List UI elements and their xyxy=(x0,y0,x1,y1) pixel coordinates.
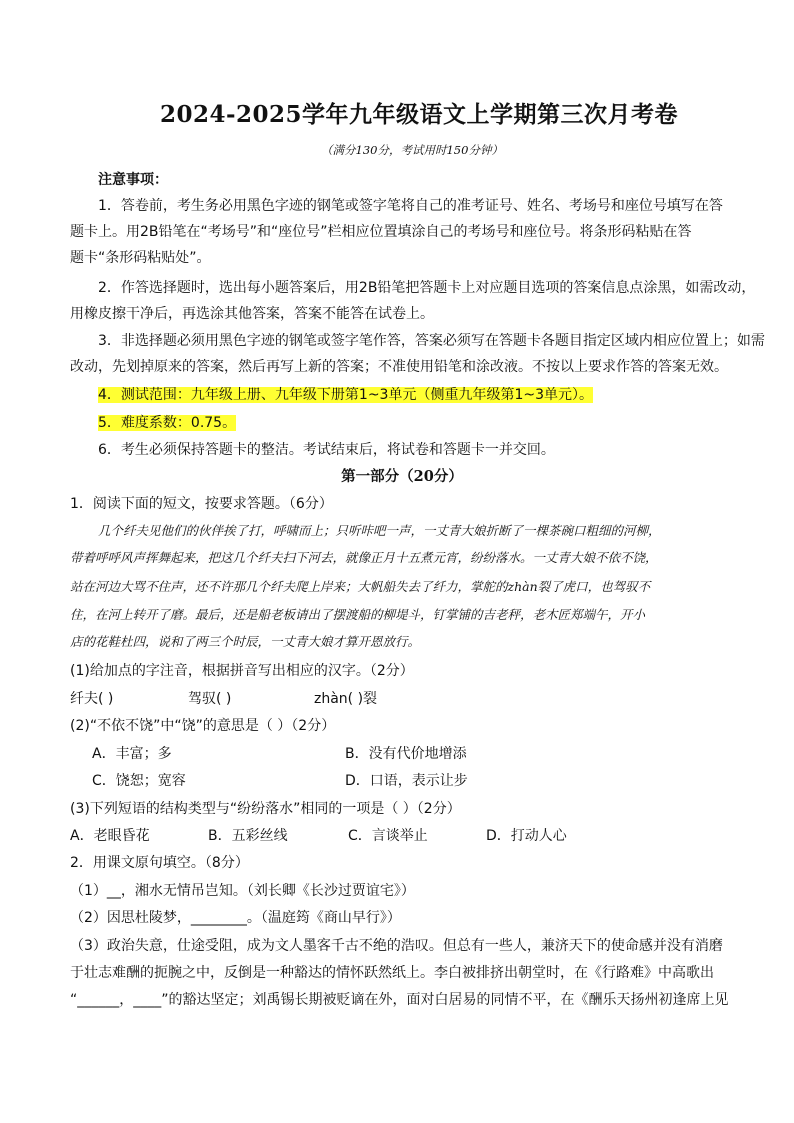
passage-line: 带着呼呼风声挥舞起来，把这几个纤夫扫下河去，就像正月十五煮元宵，纷纷落水。一丈青大娘不依不饶， xyxy=(70,550,658,565)
section-heading: 第一部分（20分） xyxy=(341,468,463,485)
option-b[interactable]: B．五彩丝线 xyxy=(208,828,288,844)
option-d[interactable]: D．打动人心 xyxy=(486,828,567,844)
notice-line: 3．非选择题必须用黑色字迹的钢笔或签字笔作答，答案必须写在答题卡各题目指定区域内相应位置上；如需 xyxy=(98,333,765,349)
fill-line: 于壮志难酬的扼腕之中，反倒是一种豁达的情怀跃然纸上。李白被排挤出朝堂时，在《行路难》中高歌出 xyxy=(70,965,714,981)
option-a[interactable]: A．老眼昏花 xyxy=(70,828,150,844)
pinyin-blanks xyxy=(70,689,730,709)
notice-line: 改动，先划掉原来的答案，然后再写上新的答案；不准使用铅笔和涂改液。不按以上要求作答的答案无效。 xyxy=(70,359,728,375)
question-stem: 2．用课文原句填空。（8分） xyxy=(70,855,249,871)
options-row xyxy=(70,826,730,846)
fill-line: （3）政治失意，仕途受阻，成为文人墨客千古不绝的浩叹。但总有一些人，兼济天下的使命感并没有消磨 xyxy=(70,938,723,954)
passage-line: 住，在河上转开了磨。最后，还是船老板请出了摆渡船的柳堤斗，钉掌铺的吉老秤，老木匠郑端午，开小 xyxy=(70,607,646,622)
passage-line: 店的花鞋杜四，说和了两三个时辰，一丈青大娘才算开恩放行。 xyxy=(70,634,421,649)
option-c[interactable]: C．饶恕；宽容 xyxy=(92,773,186,789)
fill-line: （2）因思杜陵梦，________。（温庭筠《商山早行》） xyxy=(70,910,401,926)
notice-line: 题卡“条形码粘贴处”。 xyxy=(70,250,211,266)
page-subtitle: （满分130分，考试用时150分钟） xyxy=(321,143,503,157)
notice-line: 6．考生必须保持答题卡的整洁。考试结束后，将试卷和答题卡一并交回。 xyxy=(98,442,555,458)
passage-line: 几个纤夫见他们的伙伴挨了打，呼啸而上；只听咔吧一声，一丈青大娘折断了一棵茶碗口粗细的河柳， xyxy=(98,523,661,538)
passage-line: 站在河边大骂不住声，还不许那几个纤夫爬上岸来；大帆船失去了纤力，掌舵的zhàn裂了虎口，也驾驭不 xyxy=(70,579,651,594)
notice-line: 1．答卷前，考生务必用黑色字迹的钢笔或签字笔将自己的准考证号、姓名、考场号和座位号填写在答 xyxy=(98,198,723,214)
option-b[interactable]: B．没有代价地增添 xyxy=(345,746,467,762)
blank-item[interactable]: 驾驭( ) xyxy=(188,691,232,707)
notice-line: 2．作答选择题时，选出每小题答案后，用2B铅笔把答题卡上对应题目选项的答案信息点涂黑，如需改动， xyxy=(98,280,756,296)
page-title: 2024-2025学年九年级语文上学期第三次月考卷 xyxy=(159,101,679,128)
sub-question: (1)给加点的字注音，根据拼音写出相应的汉字。（2分） xyxy=(70,663,414,679)
blank-item[interactable]: 纤夫( ) xyxy=(70,691,114,707)
highlight-text: 4．测试范围：九年级上册、九年级下册第1~3单元（侧重九年级第1~3单元）。 xyxy=(98,387,593,403)
notice-line: 用橡皮擦干净后，再选涂其他答案，答案不能答在试卷上。 xyxy=(70,306,434,322)
notice-line: 题卡上。用2B铅笔在“考场号”和“座位号”栏相应位置填涂自己的考场号和座位号。将条形码粘贴在答 xyxy=(70,224,692,240)
option-a[interactable]: A．丰富；多 xyxy=(92,746,172,762)
sub-question: (3)下列短语的结构类型与“纷纷落水”相同的一项是（ ）（2分） xyxy=(70,801,461,817)
sub-question: (2)“不依不饶”中“饶”的意思是（ ）（2分） xyxy=(70,718,336,734)
fill-line: （1）__，湘水无情吊岂知。（刘长卿《长沙过贾谊宅》） xyxy=(70,883,415,899)
notice-line-highlight xyxy=(98,413,730,433)
notice-line-highlight xyxy=(98,385,730,405)
option-c[interactable]: C．言谈举止 xyxy=(348,828,428,844)
question-stem: 1．阅读下面的短文，按要求答题。（6分） xyxy=(70,496,333,512)
highlight-text: 5．难度系数：0.75。 xyxy=(98,415,237,431)
option-d[interactable]: D．口语，表示让步 xyxy=(345,773,468,789)
blank-item[interactable]: zhàn( )裂 xyxy=(314,691,378,707)
fill-line: “______，____”的豁达坚定；刘禹锡长期被贬谪在外，面对白居易的同情不平，在《酬乐天扬州初逢席上见 xyxy=(70,992,729,1008)
notice-heading: 注意事项： xyxy=(98,172,168,188)
